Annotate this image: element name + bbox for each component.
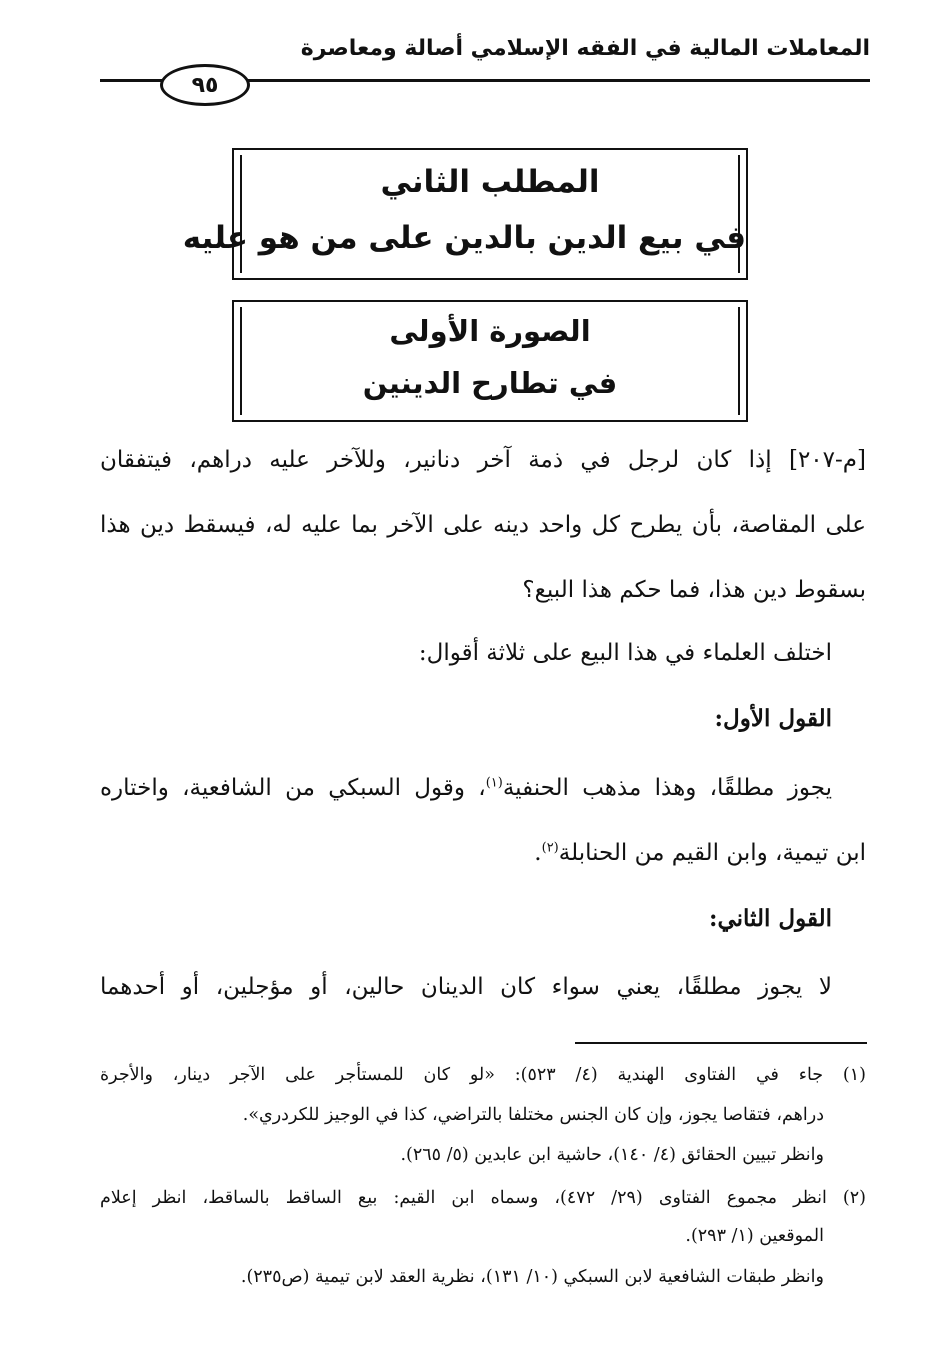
section-title-line-2: في بيع الدين بالدين على من هو عليه [182, 220, 746, 256]
subsection-title-line-2: في تطارح الدينين [362, 366, 618, 400]
footnote-2-line-3: وانظر طبقات الشافعية لابن السبكي (١٠/ ١٣١)، نظرية العقد لابن تيمية (ص٢٣٥). [240, 1267, 824, 1287]
paragraph-3-text-c: ابن تيمية، وابن القيم من الحنابلة [558, 840, 866, 866]
footnote-2-line-2: الموقعين (١/ ٢٩٣). [685, 1226, 824, 1246]
footnote-ref-1[interactable]: (١) [485, 775, 503, 791]
paragraph-1-line-2: على المقاصة، بأن يطرح كل واحد دينه على الآخر بما عليه له، فيسقط دين هذا [100, 512, 866, 538]
paragraph-3-text-b: ، وقول السبكي من الشافعية، واختاره [100, 775, 486, 801]
subsection-title-frame [232, 300, 748, 422]
footnote-ref-2[interactable]: (٢) [541, 840, 559, 856]
subsection-title-line-1: الصورة الأولى [389, 314, 591, 348]
footnote-rule [575, 1042, 867, 1044]
section-title-frame [182, 148, 748, 280]
paragraph-3-line-2 [100, 840, 866, 868]
paragraph-3-text-d: . [534, 840, 542, 866]
running-header-title: المعاملات المالية في الفقه الإسلامي أصالة ومعاصرة [300, 36, 870, 61]
paragraph-1-line-3: بسقوط دين هذا، فما حكم هذا البيع؟ [522, 577, 866, 603]
paragraph-4-line-1: لا يجوز مطلقًا، يعني سواء كان الدينان حالين، أو مؤجلين، أو أحدهما [100, 974, 832, 1000]
paragraph-2: اختلف العلماء في هذا البيع على ثلاثة أقوال: [418, 640, 832, 666]
heading-first-opinion: القول الأول: [714, 705, 832, 732]
footnote-1-line-2: دراهم، فتقاصا يجوز، وإن كان الجنس مختلفا بالتراضي، كذا في الوجيز للكردري». [242, 1105, 824, 1125]
page-number: ٩٥ [191, 72, 219, 98]
page-number-badge [160, 64, 250, 106]
footnote-2-line-1: (٢) انظر مجموع الفتاوى (٢٩/ ٤٧٢)، وسماه ابن القيم: بيع الساقط بالساقط، انظر إعلام [100, 1188, 866, 1208]
footnote-1-line-3: وانظر تبيين الحقائق (٤/ ١٤٠)، حاشية ابن عابدين (٥/ ٢٦٥). [400, 1145, 824, 1165]
heading-second-opinion: القول الثاني: [708, 905, 832, 932]
paragraph-1-line-1: [م-٢٠٧] إذا كان لرجل في ذمة آخر دنانير، وللآخر عليه دراهم، فيتفقان [100, 447, 866, 473]
section-title-line-1: المطلب الثاني [380, 164, 600, 200]
footnote-1-line-1: (١) جاء في الفتاوى الهندية (٤/ ٥٢٣): «لو كان للمستأجر على الآجر دينار، والأجرة [100, 1065, 866, 1085]
paragraph-3-line-1 [100, 775, 866, 803]
paragraph-3-text-a: يجوز مطلقًا، وهذا مذهب الحنفية [502, 775, 833, 801]
